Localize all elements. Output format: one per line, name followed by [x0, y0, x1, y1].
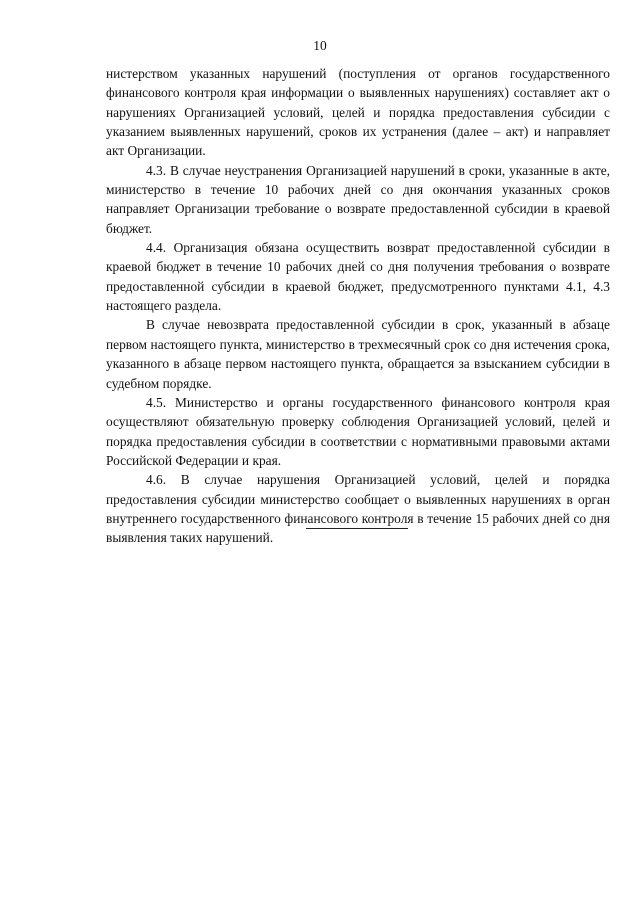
paragraph-4-4: 4.4. Организация обязана осуществить возврат предоставленной субсидии в краевой бюджет в течение 10 рабочих дней со дня получения требования о возврате предоставленной субсидии в краевой бюджет, предусмотренного пунктами 4.1, 4.3 настоящего раздела.: [106, 240, 610, 314]
page-number: 10: [313, 38, 327, 53]
paragraph-4-4-nonreturn: В случае невозврата предоставленной субсидии в срок, указанный в абзаце первом настоящего пункта, министерство в трехмесячный срок со дня истечения срока, указанного в абзаце первом настоящего пункта, обращается за взысканием субсидии в судебном порядке.: [106, 317, 610, 391]
end-of-document-rule: [306, 528, 408, 529]
paragraph-4-5: 4.5. Министерство и органы государственного финансового контроля края осуществляют обязательную проверку соблюдения Организацией условий, целей и порядка предоставления субсидии в соответствии с нормативными правовыми актами Российской Федерации и края.: [106, 394, 610, 468]
paragraph-continued: нистерством указанных нарушений (поступления от органов государственного финансового контроля края информации о выявленных нарушениях) составляет акт о нарушениях Организацией условий, целей и порядка предоставления субсидии с указанием выявленных нарушений, сроков их устранения (далее – акт) и направляет акт Организации.: [106, 66, 610, 159]
document-body: [106, 64, 610, 548]
paragraph-4-3: 4.3. В случае неустранения Организацией нарушений в сроки, указанные в акте, министерство в течение 10 рабочих дней со дня окончания указанных сроков направляет Организации требование о возврате предоставленной субсидии в краевой бюджет.: [106, 162, 610, 236]
paragraph-4-6: 4.6. В случае нарушения Организацией условий, целей и порядка предоставления субсидии министерство сообщает о выявленных нарушениях в орган внутреннего государственного финансового контроля в течение 15 рабочих дней со дня выявления таких нарушений.: [106, 472, 610, 546]
